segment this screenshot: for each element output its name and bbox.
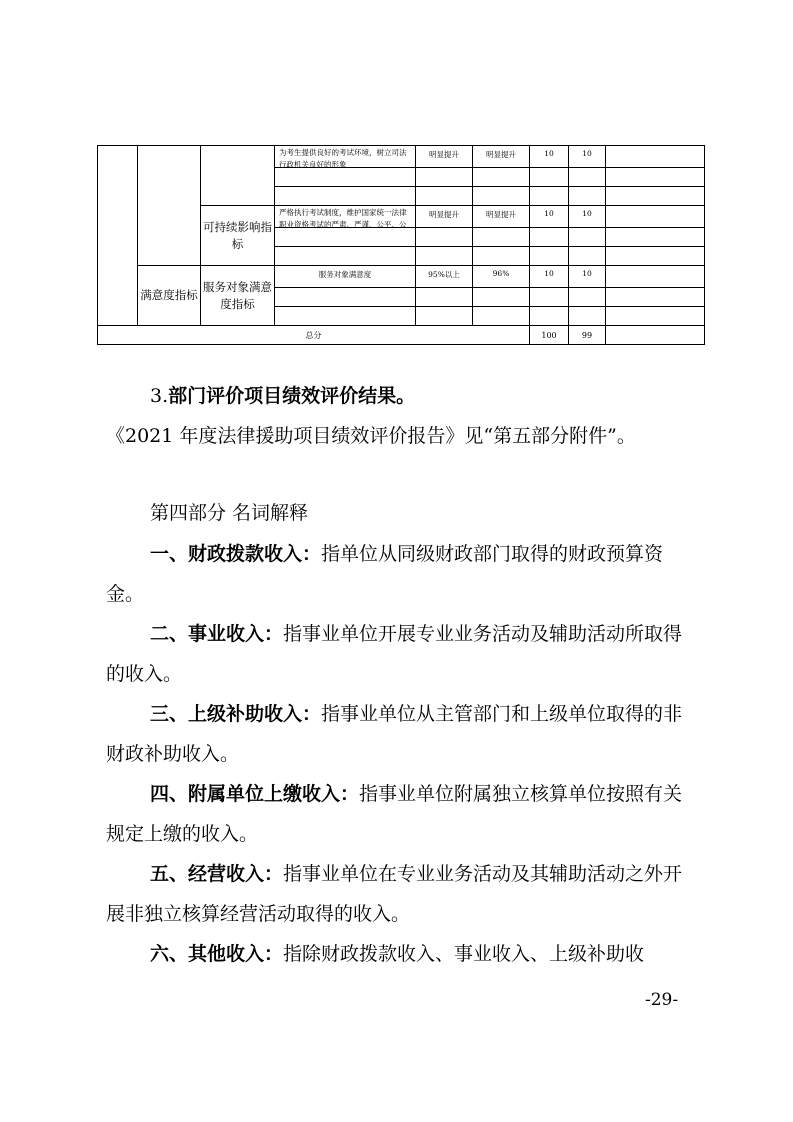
section3-heading: [150, 383, 415, 409]
reason-cell: [606, 146, 705, 168]
part4-heading: 第四部分 名词解释: [150, 502, 309, 524]
term-item-6: [106, 934, 690, 974]
score-cell: 10: [569, 266, 606, 288]
score-cell: 10: [569, 206, 606, 228]
term-item-5: [106, 854, 690, 934]
term-label: 五、经营收入：: [150, 863, 284, 885]
weight-cell: 10: [530, 206, 569, 228]
term-desc: 指除财政拨款收入、事业收入、上级补助收: [283, 943, 645, 965]
term-label: 三、上级补助收入：: [150, 703, 322, 725]
weight-cell: 10: [530, 146, 569, 168]
actual-cell: 明显提升: [473, 146, 530, 168]
target-cell: 明显提升: [416, 146, 473, 168]
term-desc: 指单位从同级财政部门取得的财政预算资金。: [106, 543, 664, 605]
target-cell: 95%以上: [416, 266, 473, 288]
total-weight: 100: [530, 326, 569, 345]
term-desc: 指事业单位从主管部门和上级单位取得的非财政补助收入。: [106, 703, 683, 765]
table-total-row: [98, 326, 705, 345]
term-label: 一、财政拨款收入：: [150, 543, 322, 565]
weight-cell: 10: [530, 266, 569, 288]
term-item-2: [106, 614, 690, 694]
section3-number: 3.: [150, 385, 169, 407]
indicator-cell: 严格执行考试制度，维护国家统一法律职业资格考试的严肃、严谨、公平、公: [275, 206, 416, 228]
table-row: [98, 146, 705, 168]
level2-cell: [138, 146, 201, 266]
level3-cell: [201, 146, 275, 206]
term-desc: 指事业单位在专业业务活动及其辅助活动之外开展非独立核算经营活动取得的收入。: [106, 863, 683, 925]
level3-cell: 可持续影响指标: [201, 206, 275, 266]
level1-cell: [98, 146, 138, 326]
term-desc: 指事业单位开展专业业务活动及辅助活动所取得的收入。: [106, 623, 683, 685]
actual-cell: 96%: [473, 266, 530, 288]
total-score: 99: [569, 326, 606, 345]
term-item-3: [106, 694, 690, 774]
term-label: 四、附属单位上缴收入：: [150, 783, 360, 805]
page-number: -29-: [645, 990, 679, 1010]
term-item-1: [106, 534, 690, 614]
section3-title: 部门评价项目绩效评价结果。: [168, 385, 416, 407]
score-cell: 10: [569, 146, 606, 168]
indicator-cell: 为考生提供良好的考试环境，树立司法行政机关良好的形象: [275, 146, 416, 168]
term-desc: 指事业单位附属独立核算单位按照有关规定上缴的收入。: [106, 783, 683, 845]
level3-cell: 服务对象满意度指标: [201, 266, 275, 326]
total-reason: [606, 326, 705, 345]
reason-cell: [606, 206, 705, 228]
indicator-cell: 服务对象满意度: [275, 266, 416, 288]
actual-cell: 明显提升: [473, 206, 530, 228]
section3-paragraph: 《2021 年度法律援助项目绩效评价报告》见“第五部分附件”。: [106, 425, 636, 447]
term-label: 六、其他收入：: [150, 943, 284, 965]
total-label: 总分: [98, 326, 530, 345]
term-item-4: [106, 774, 690, 854]
level2-cell: 满意度指标: [138, 266, 201, 326]
target-cell: 明显提升: [416, 206, 473, 228]
table-row: [98, 266, 705, 288]
performance-table: [97, 145, 705, 345]
term-label: 二、事业收入：: [150, 623, 284, 645]
reason-cell: [606, 266, 705, 288]
